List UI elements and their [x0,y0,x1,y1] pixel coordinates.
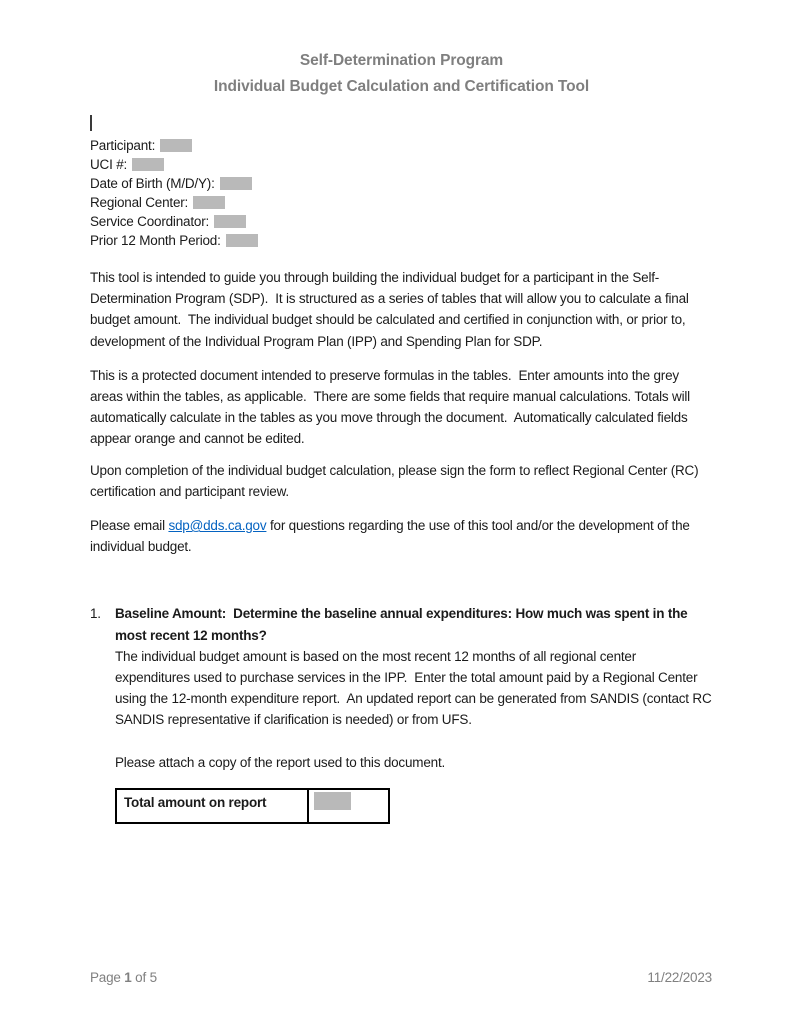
page-word: Page [90,970,121,985]
total-amount-value-cell[interactable] [308,789,389,823]
service-coordinator-label: Service Coordinator: [90,214,210,229]
participant-value-field[interactable] [160,139,192,152]
intro-paragraph: This tool is intended to guide you through building the individual budget for a participant in the Self-Determination Program (SDP). It is structured as a series of tables that will allow you to calculate a final budget amount. The individual budget should be calculated and certified in conjunction with, or prior to, development of the Individual Program Plan (IPP) and Spending Plan for SDP. [90,270,693,349]
section-1-heading: Baseline Amount: Determine the baseline annual expenditures: How much was spent in the most recent 12 months? [115,606,692,643]
service-coordinator-value-field[interactable] [214,215,246,228]
uci-label: UCI #: [90,157,128,172]
email-paragraph-before: Please email [90,518,169,534]
document-title-line1: Self-Determination Program [299,52,504,69]
attach-report-note: Please attach a copy of the report used to this document. [115,754,446,770]
page-footer [90,969,712,987]
total-amount-label-cell: Total amount on report [116,789,308,823]
info-line-regional-center [90,193,713,212]
dob-value-field[interactable] [220,177,252,190]
prior-12-month-label: Prior 12 Month Period: [90,233,221,248]
document-title-line2: Individual Budget Calculation and Certification Tool [213,78,590,95]
info-line-service-coordinator [90,212,713,231]
dob-label: Date of Birth (M/D/Y): [90,176,215,191]
section-1-baseline-amount [90,603,716,823]
document-title [90,48,713,100]
info-line-dob [90,174,713,193]
email-paragraph [90,515,713,557]
regional-center-label: Regional Center: [90,195,189,210]
cursor-line [90,115,713,132]
page-number-indicator [90,969,157,987]
footer-date: 11/22/2023 [647,970,712,985]
prior-12-month-value-field[interactable] [226,234,258,247]
total-amount-input-field[interactable] [314,792,351,810]
page-of-text: of 5 [135,970,157,985]
email-link[interactable]: sdp@dds.ca.gov [168,518,267,534]
section-1-number: 1. [90,606,101,622]
regional-center-value-field[interactable] [193,196,225,209]
completion-paragraph: Upon completion of the individual budget calculation, please sign the form to reflect Regional Center (RC) certification and participant review. [90,462,702,499]
text-cursor [90,115,92,131]
section-1-body: The individual budget amount is based on the most recent 12 months of all regional center expenditures used to purchase services in the IPP. Enter the total amount paid by a Regional Center using the 12-month expenditure report. An updated report can be generated from SANDIS (contact RC SANDIS representative if clarification is needed) or from UFS. [115,648,716,728]
protected-document-paragraph: This is a protected document intended to preserve formulas in the tables. Enter amounts into the grey areas within the tables, as applicable. There are some fields that require manual calculations. Totals will automatically calculate in the tables as you move through the document. Automatically calculated fields appear orange and cannot be edited. [90,367,694,447]
info-line-prior-12-month [90,231,713,250]
email-paragraph-after: for questions regarding the use of this tool and/or the development of the individual budget. [90,518,694,555]
table-row [116,789,389,823]
page-number: 1 [124,970,132,985]
info-line-participant [90,136,713,155]
uci-value-field[interactable] [132,158,164,171]
section-1-content [115,603,716,823]
total-amount-table [115,788,390,824]
participant-label: Participant: [90,138,156,153]
participant-info-block [90,136,713,250]
info-line-uci [90,155,713,174]
